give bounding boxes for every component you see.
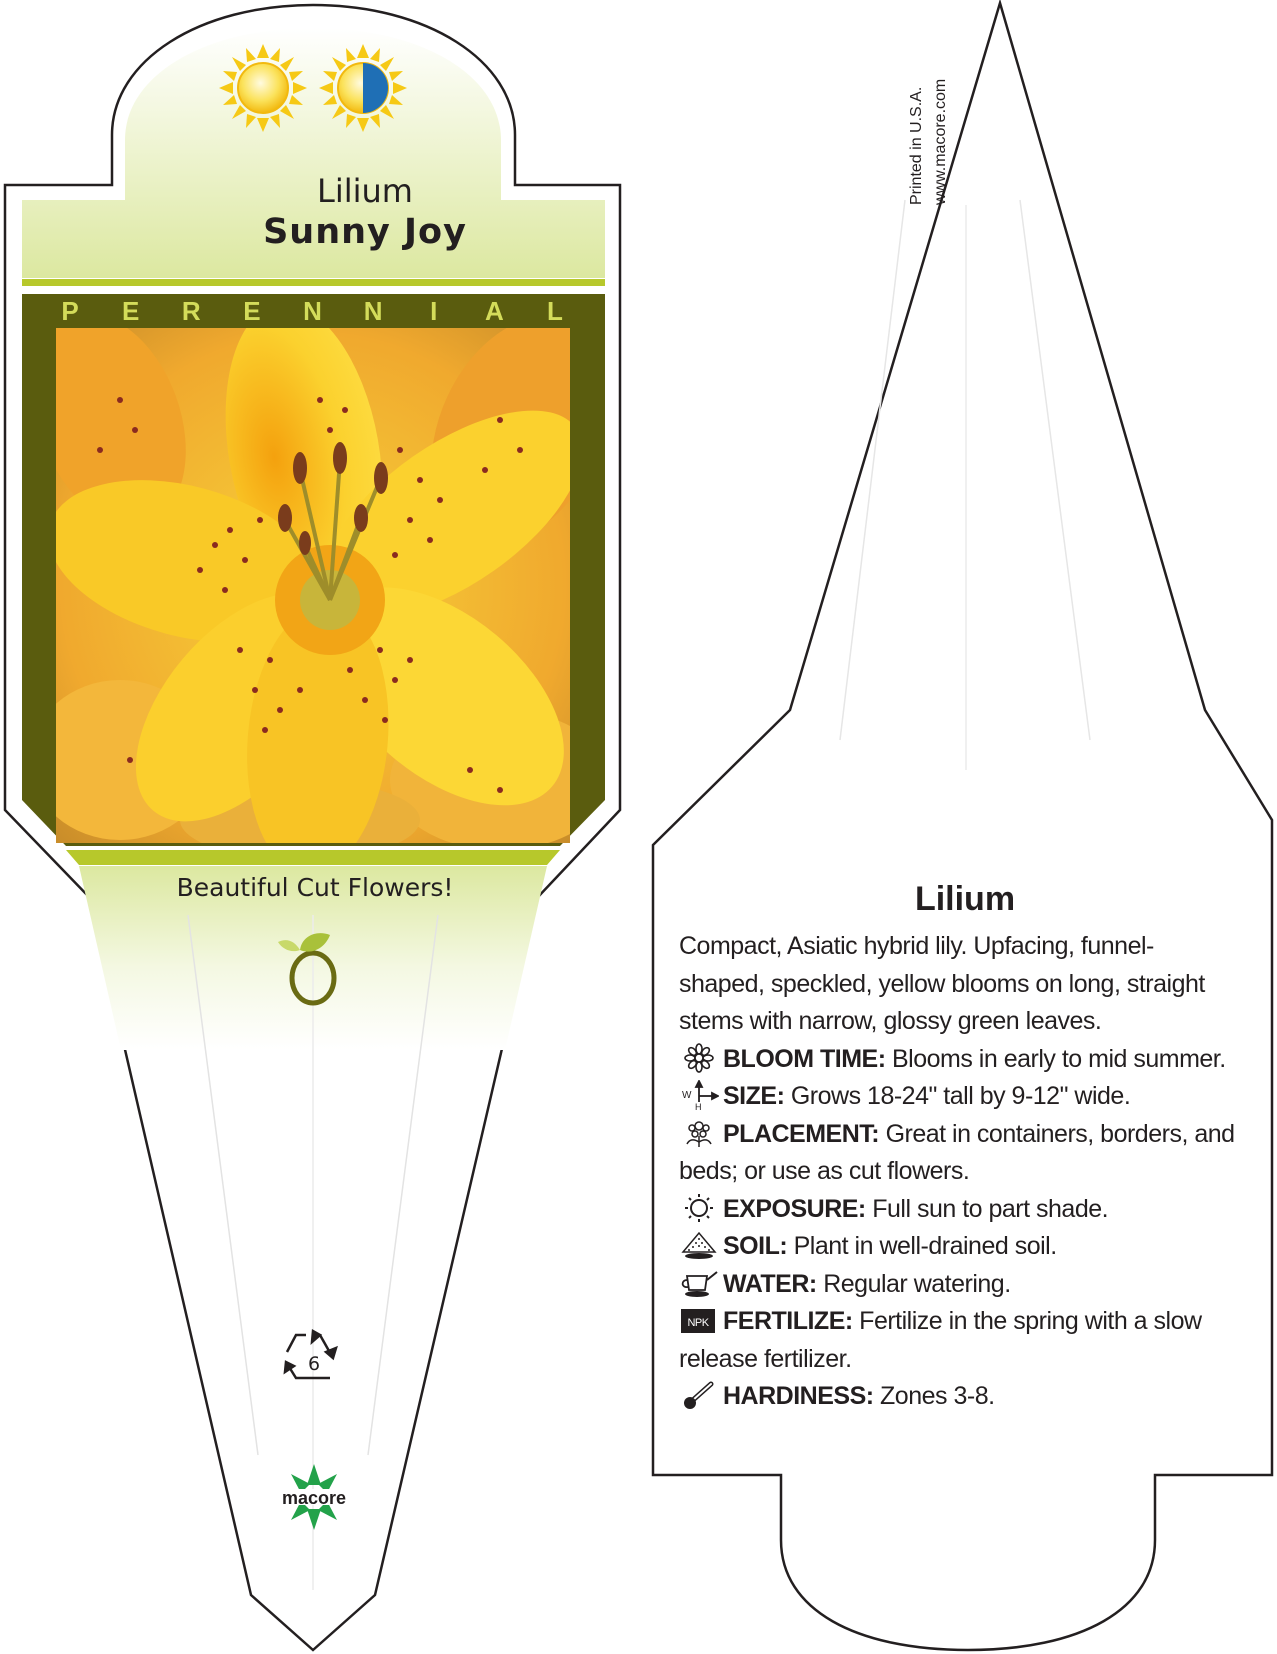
- category-letter: I: [430, 295, 438, 326]
- category-label: [20, 296, 605, 326]
- lily-flower-photo: [7, 287, 644, 880]
- brand-logo-text: macore: [281, 1488, 347, 1508]
- back-title: Lilium: [914, 880, 1016, 918]
- sun-outline-icon: [679, 1193, 719, 1223]
- website: www.macore.com: [932, 78, 949, 205]
- plant-variety: Sunny Joy: [263, 212, 467, 252]
- printed-in: Printed in U.S.A.: [908, 86, 925, 205]
- care-item-placement: [679, 1116, 1239, 1191]
- care-item-exposure: [679, 1191, 1239, 1229]
- size-icon: [679, 1080, 719, 1110]
- care-label: BLOOM TIME:: [723, 1044, 886, 1073]
- full-sun-icon: [219, 44, 307, 132]
- care-label: EXPOSURE:: [723, 1194, 866, 1223]
- watering-can-icon: [679, 1268, 719, 1298]
- care-label: WATER:: [723, 1269, 817, 1298]
- size-w-label: W: [682, 1090, 691, 1101]
- care-text: Zones 3-8.: [880, 1382, 995, 1410]
- category-letter: E: [243, 295, 261, 326]
- recycle-number: 6: [307, 1353, 321, 1375]
- soil-icon: [679, 1230, 719, 1260]
- plant-genus: Lilium: [317, 172, 413, 210]
- category-letter: R: [181, 295, 201, 326]
- care-item-hardiness: [679, 1378, 1239, 1416]
- care-item-fertilize: [679, 1303, 1239, 1378]
- care-text: Grows 18-24" tall by 9-12" wide.: [790, 1082, 1131, 1110]
- part-shade-icon: [319, 44, 407, 132]
- thermometer-icon: [679, 1380, 719, 1410]
- care-text: Regular watering.: [823, 1269, 1011, 1298]
- category-letter: N: [303, 295, 322, 326]
- flower-icon: [679, 1043, 719, 1073]
- category-letter: E: [121, 295, 140, 326]
- category-letter: P: [61, 295, 79, 326]
- care-info: [679, 928, 1239, 1416]
- category-letter: A: [484, 295, 504, 326]
- npk-label: NPK: [687, 1317, 709, 1329]
- care-text: Full sun to part shade.: [872, 1194, 1109, 1223]
- care-label: HARDINESS:: [723, 1382, 874, 1410]
- care-label: FERTILIZE:: [723, 1307, 853, 1335]
- care-label: SOIL:: [723, 1232, 788, 1260]
- care-item-size: [679, 1078, 1239, 1116]
- care-item-water: [679, 1266, 1239, 1304]
- care-label: PLACEMENT:: [723, 1119, 880, 1148]
- care-text: Fertilize in the spring with a slow release fertilizer.: [679, 1307, 1202, 1373]
- care-text: Great in containers, borders, and beds; or use as cut flowers.: [679, 1119, 1235, 1185]
- plant-description: Compact, Asiatic hybrid lily. Upfacing, funnel-shaped, speckled, yellow blooms on long, straight stems with narrow, glossy green leaves.: [679, 932, 1205, 1035]
- care-text: Blooms in early to mid summer.: [891, 1044, 1226, 1073]
- npk-icon: [679, 1305, 719, 1335]
- placement-icon: [679, 1118, 719, 1148]
- category-letter: L: [547, 295, 563, 326]
- size-h-label: H: [695, 1102, 701, 1110]
- care-label: SIZE:: [723, 1082, 785, 1110]
- care-text: Plant in well-drained soil.: [793, 1232, 1057, 1260]
- tagline: Beautiful Cut Flowers!: [176, 873, 454, 902]
- care-item-bloom-time: [679, 1041, 1239, 1079]
- care-item-soil: [679, 1228, 1239, 1266]
- category-letter: N: [363, 295, 383, 326]
